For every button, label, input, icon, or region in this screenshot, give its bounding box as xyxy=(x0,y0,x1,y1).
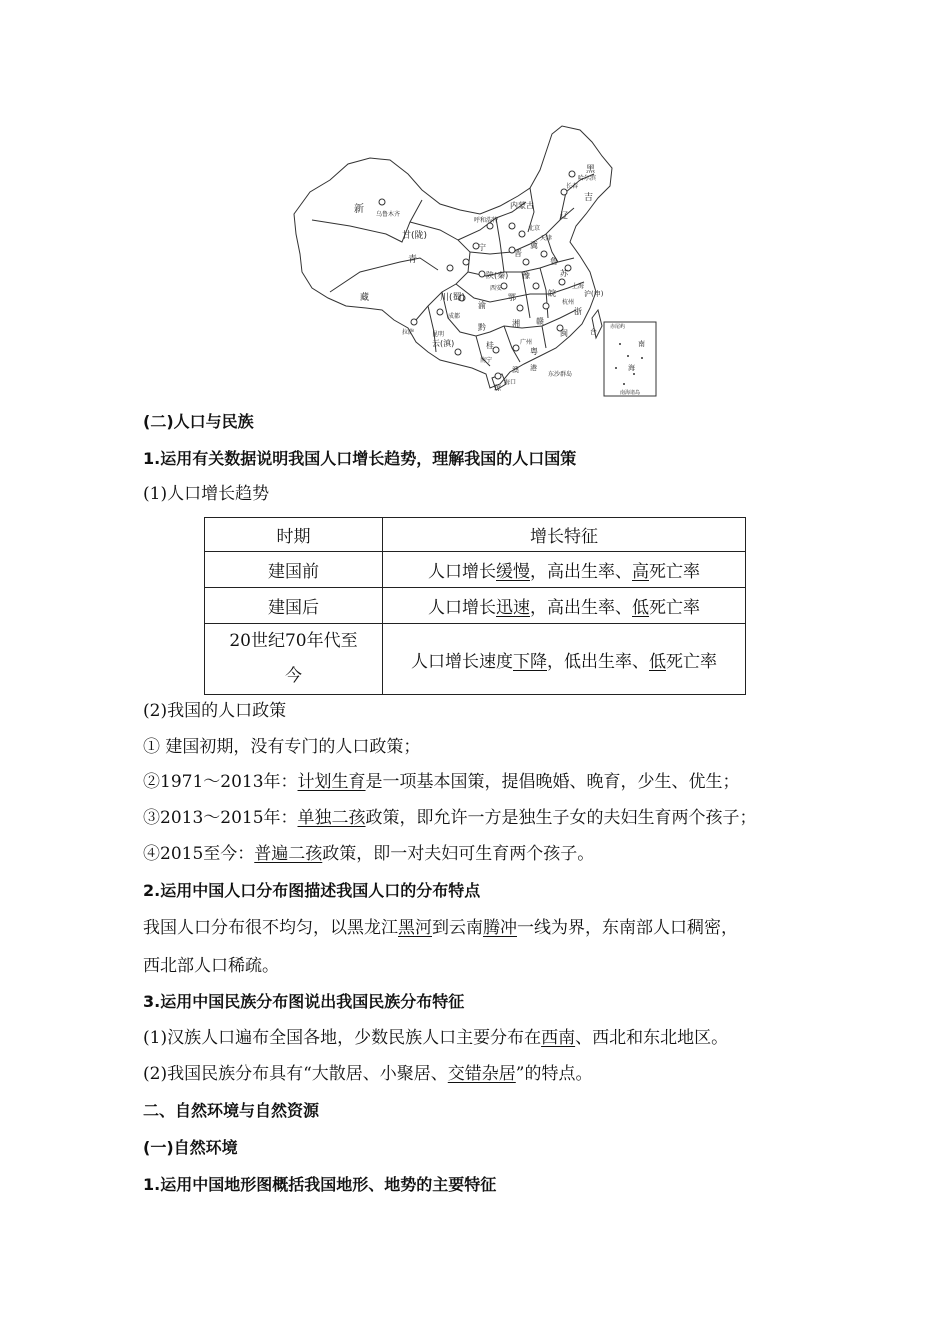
map-label: 宁 xyxy=(478,243,486,252)
map-label: 内蒙古 xyxy=(510,201,534,210)
feature-cell: 人口增长缓慢，高出生率、高死亡率 xyxy=(383,552,746,588)
map-label: 天津 xyxy=(540,235,553,242)
section2-item1-title: 1.运用中国地形图概括我国地形、地势的主要特征 xyxy=(143,1175,497,1194)
map-label: 成都 xyxy=(448,313,461,320)
item2-text-cont: 西北部人口稀疏。 xyxy=(143,956,279,976)
period-cell: 20世纪70年代至 今 xyxy=(205,624,383,695)
map-label: 琼 xyxy=(494,384,501,392)
map-label: 吉 xyxy=(584,193,594,203)
map-label: 晋 xyxy=(514,249,522,258)
map-label: 赤尾屿 xyxy=(610,324,626,330)
map-label: 东沙群岛 xyxy=(548,371,573,378)
period-cell: 建国后 xyxy=(205,588,383,624)
table-row xyxy=(205,588,746,624)
map-label: 呼和浩特 xyxy=(474,217,499,224)
map-label: 杭州 xyxy=(562,299,575,306)
map-label: 鲁 xyxy=(550,257,558,266)
china-outline xyxy=(294,126,612,388)
map-label: 渝 xyxy=(478,301,486,310)
map-label: 皖 xyxy=(548,289,556,298)
map-label: 南宁 xyxy=(480,357,493,364)
map-label: 冀 xyxy=(530,241,538,250)
map-label: 长春 xyxy=(566,183,579,190)
map-label: 粤 xyxy=(530,347,538,356)
policy-item: ④2015至今：普遍二孩政策，即一对夫妇可生育两个孩子。 xyxy=(143,844,595,864)
item1-title: 1.运用有关数据说明我国人口增长趋势，理解我国的人口国策 xyxy=(143,449,577,468)
map-label: 湘 xyxy=(512,319,520,328)
south-sea-inset xyxy=(604,322,656,396)
table-row xyxy=(205,624,746,695)
item2-title: 2.运用中国人口分布图描述我国人口的分布特点 xyxy=(143,881,481,900)
map-label: 黑 xyxy=(586,165,596,175)
population-growth-table xyxy=(204,517,746,695)
map-label: 拉萨 xyxy=(402,329,415,336)
section2-subtitle: (一)自然环境 xyxy=(143,1138,238,1157)
section-title-population: (二)人口与民族 xyxy=(143,412,254,431)
map-label: 鄂 xyxy=(508,293,516,302)
map-label: 赣 xyxy=(536,317,544,326)
map-label: 沪(申) xyxy=(584,290,604,298)
map-label: 乌鲁木齐 xyxy=(376,211,401,218)
map-label: 桂 xyxy=(486,341,494,350)
map-label: 北京 xyxy=(528,225,541,232)
map-label: 闽 xyxy=(560,329,568,338)
map-label: 昆明 xyxy=(432,331,445,338)
table-header-row xyxy=(205,518,746,552)
map-label: 澳 xyxy=(512,366,519,374)
map-label: 川(蜀) xyxy=(440,293,466,303)
feature-cell: 人口增长速度下降，低出生率、低死亡率 xyxy=(383,624,746,695)
map-label: 台 xyxy=(590,328,597,336)
map-label: 哈尔滨 xyxy=(578,175,597,182)
map-label: 豫 xyxy=(522,271,530,280)
map-label: 辽 xyxy=(560,211,568,220)
map-label: 青 xyxy=(408,255,418,265)
map-label: 黔 xyxy=(478,323,486,332)
map-label: 港 xyxy=(530,364,537,372)
table-header-cell: 增长特征 xyxy=(383,518,746,552)
map-label: 西安 xyxy=(490,285,503,292)
map-label: 苏 xyxy=(560,269,568,278)
feature-cell: 人口增长迅速，高出生率、低死亡率 xyxy=(383,588,746,624)
map-label: 浙 xyxy=(574,307,582,316)
china-province-map xyxy=(290,122,662,400)
map-label: 新 xyxy=(354,204,364,215)
item3-title: 3.运用中国民族分布图说出我国民族分布特征 xyxy=(143,992,465,1011)
policy-item: ②1971～2013年：计划生育是一项基本国策，提倡晚婚、晚育，少生、优生； xyxy=(143,772,740,792)
sub2-title: (2)我国的人口政策 xyxy=(143,701,287,721)
map-label: 南 xyxy=(638,340,645,348)
item2-text: 我国人口分布很不均匀，以黑龙江黑河到云南腾冲一线为界，东南部人口稠密， xyxy=(143,918,738,938)
period-cell: 建国前 xyxy=(205,552,383,588)
map-label: 藏 xyxy=(360,293,370,303)
section2-title: 二、自然环境与自然资源 xyxy=(143,1101,320,1120)
map-label: 陕(秦) xyxy=(486,271,509,280)
map-label: 甘(陇) xyxy=(402,231,428,241)
item3-point: (2)我国民族分布具有“大散居、小聚居、交错杂居”的特点。 xyxy=(143,1064,593,1084)
map-label: 海口 xyxy=(504,379,517,386)
map-label: 云(滇) xyxy=(432,339,455,348)
table-header-cell: 时期 xyxy=(205,518,383,552)
table-row xyxy=(205,552,746,588)
policy-item: ③2013～2015年：单独二孩政策，即允许一方是独生子女的夫妇生育两个孩子； xyxy=(143,808,757,828)
policy-item: ① 建国初期，没有专门的人口政策； xyxy=(143,737,421,757)
map-label: 海 xyxy=(628,364,635,372)
map-label: 广州 xyxy=(520,339,533,346)
item3-point: (1)汉族人口遍布全国各地，少数民族人口主要分布在西南、西北和东北地区。 xyxy=(143,1028,729,1048)
sub1-title: (1)人口增长趋势 xyxy=(143,484,270,504)
map-label: 南海诸岛 xyxy=(620,390,641,396)
map-label: 上海 xyxy=(572,283,585,290)
